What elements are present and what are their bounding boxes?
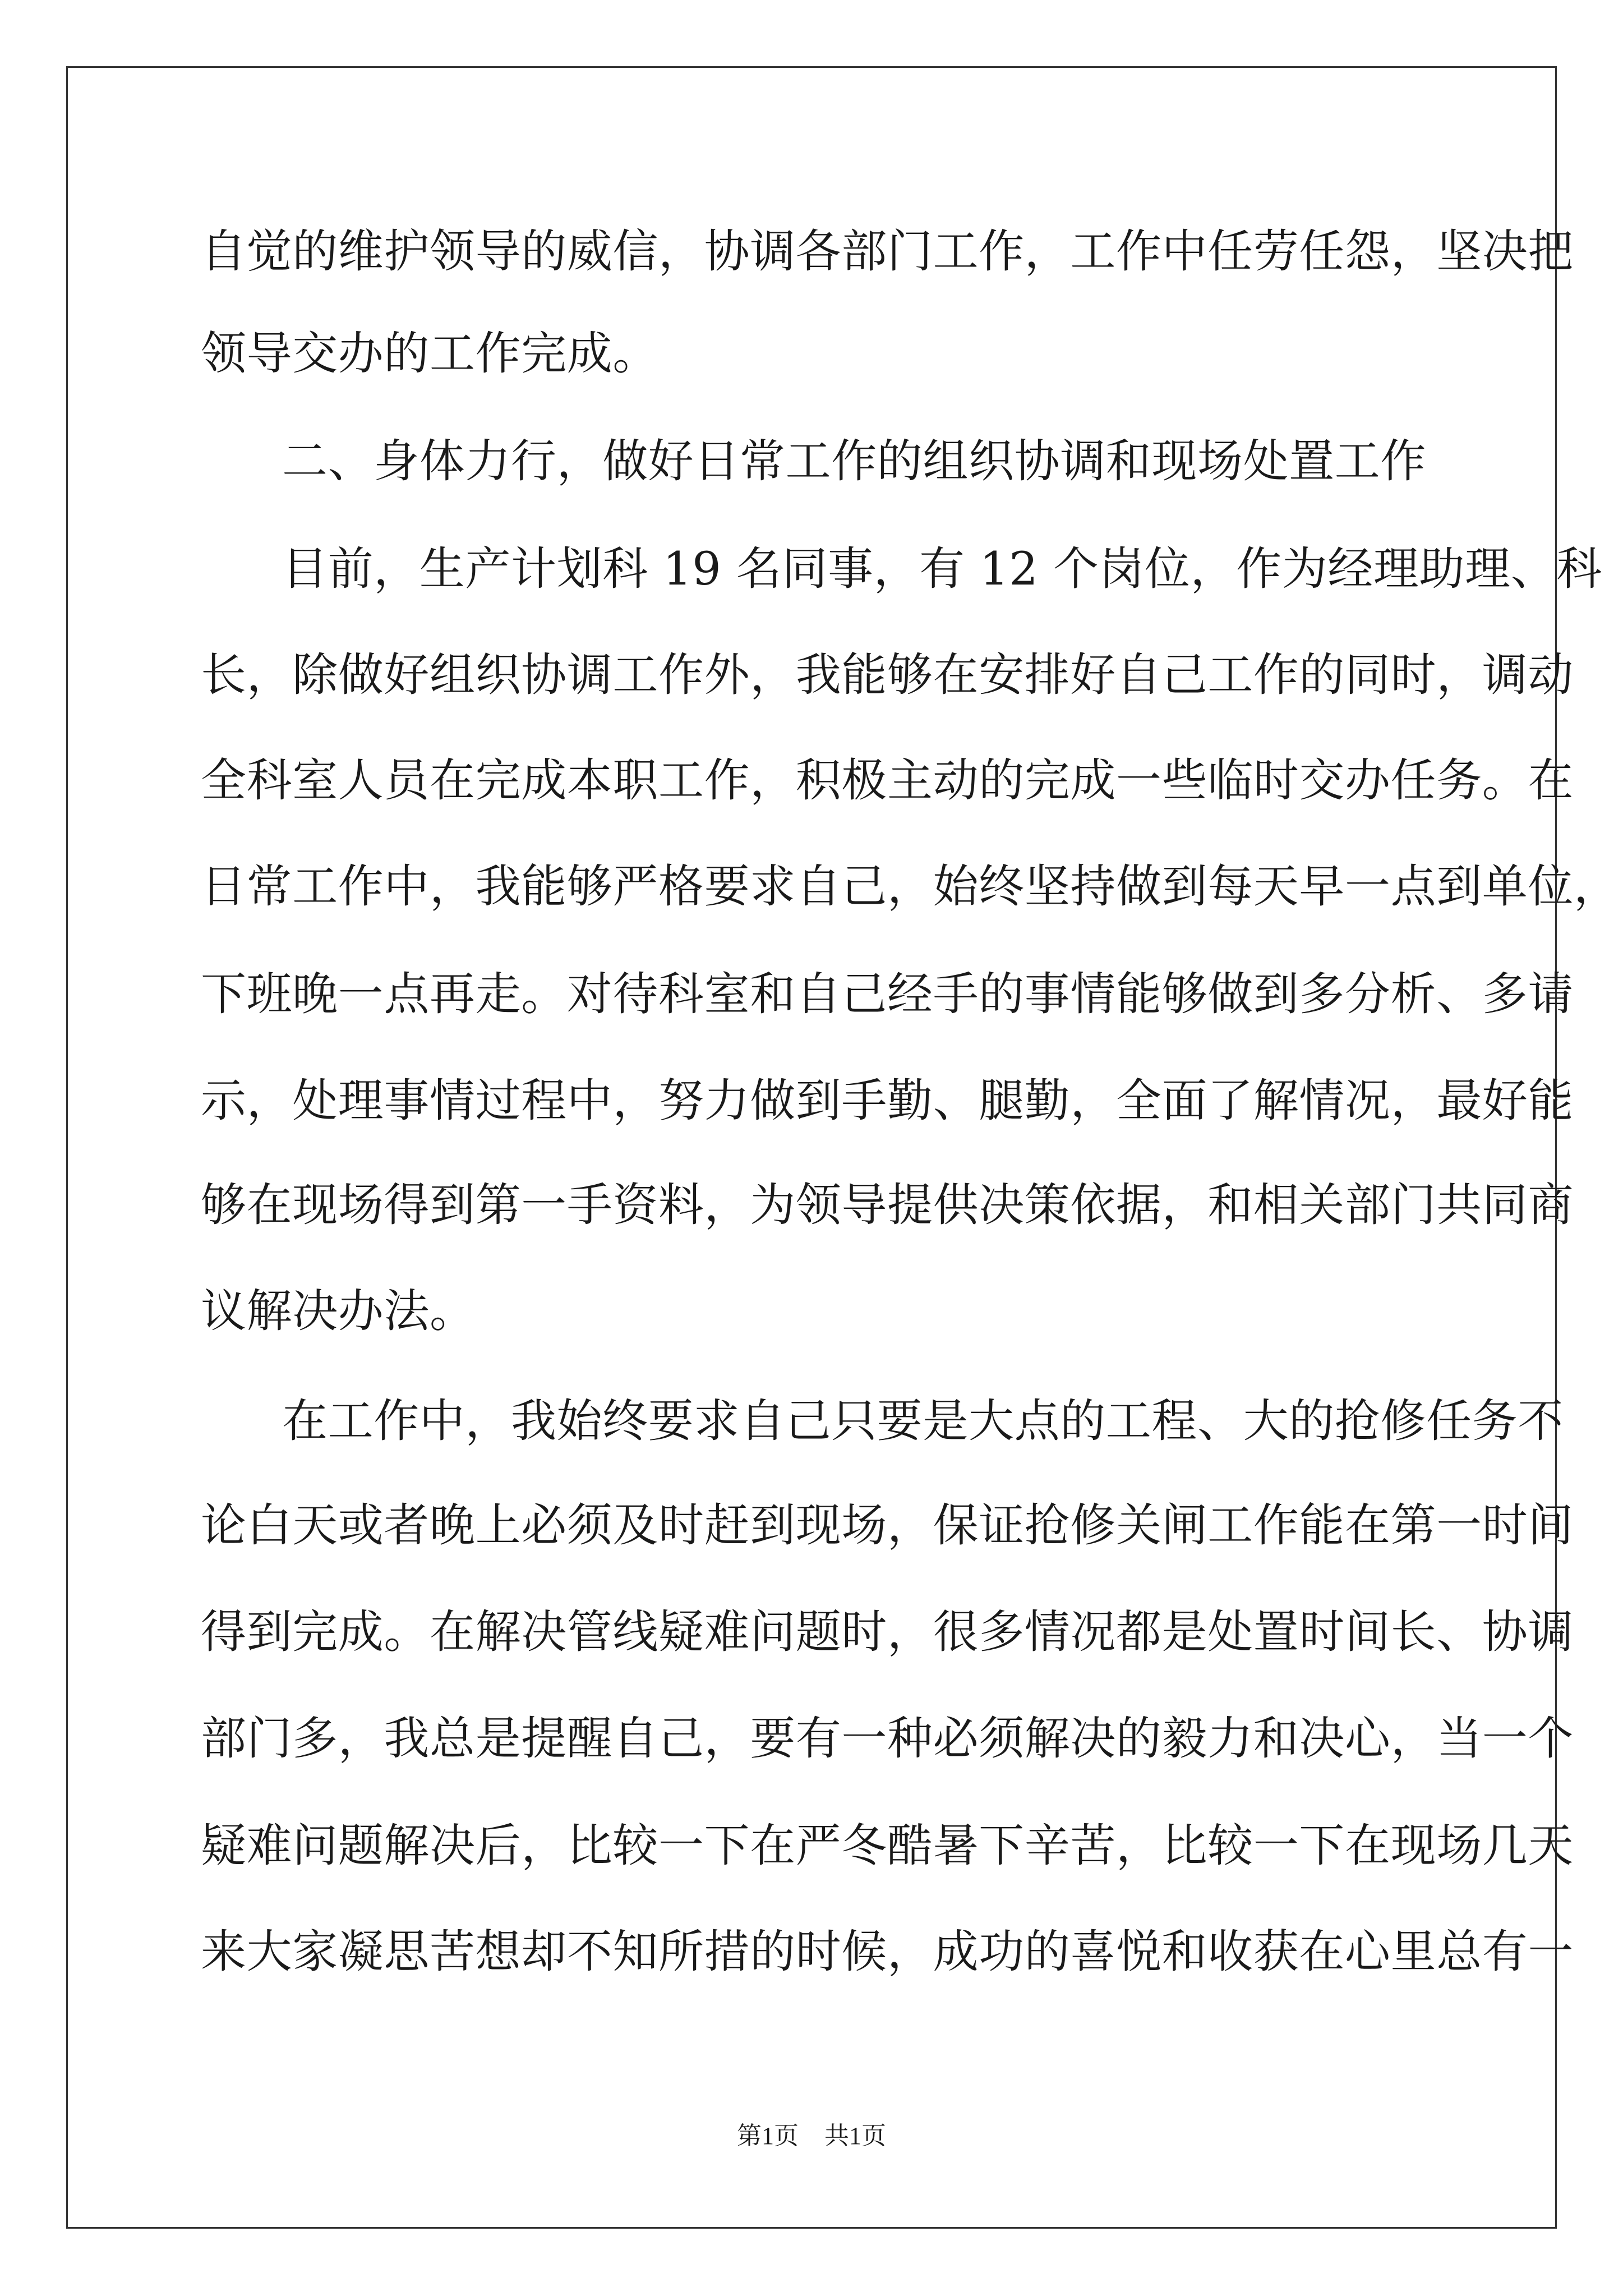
body-line-2: 领导交办的工作完成。 — [201, 328, 659, 380]
body-line-6: 全科室人员在完成本职工作，积极主动的完成一些临时交办任务。在 — [201, 754, 1574, 807]
body-line-16: 疑难问题解决后，比较一下在严冬酷暑下辛苦，比较一下在现场几天 — [201, 1820, 1574, 1872]
page-total: 共1页 — [824, 2122, 886, 2150]
body-line-4: 目前，生产计划科 19 名同事，有 12 个岗位，作为经理助理、科 — [282, 543, 1602, 596]
body-line-9: 示，处理事情过程中，努力做到手勤、腿勤，全面了解情况，最好能 — [201, 1075, 1574, 1128]
body-line-14: 得到完成。在解决管线疑难问题时，很多情况都是处置时间长、协调 — [201, 1606, 1574, 1659]
body-line-1: 自觉的维护领导的威信，协调各部门工作，工作中任劳任怨，坚决把 — [201, 226, 1574, 278]
body-line-8: 下班晚一点再走。对待科室和自己经手的事情能够做到多分析、多请 — [201, 968, 1574, 1021]
body-line-5: 长，除做好组织协调工作外，我能够在安排好自己工作的同时，调动 — [201, 649, 1574, 702]
body-line-11: 议解决办法。 — [201, 1285, 476, 1338]
body-line-12: 在工作中，我始终要求自己只要是大点的工程、大的抢修任务不 — [282, 1395, 1564, 1448]
section-heading: 二、身体力行，做好日常工作的组织协调和现场处置工作 — [282, 435, 1427, 488]
page-number: 第1页 — [737, 2122, 799, 2150]
body-line-13: 论白天或者晚上必须及时赶到现场，保证抢修关闸工作能在第一时间 — [201, 1499, 1574, 1552]
page-footer — [0, 2119, 1623, 2153]
page-border — [66, 66, 1557, 2229]
body-line-17: 来大家凝思苦想却不知所措的时候，成功的喜悦和收获在心里总有一 — [201, 1926, 1574, 1978]
body-line-15: 部门多，我总是提醒自己，要有一种必须解决的毅力和决心，当一个 — [201, 1713, 1574, 1765]
body-line-10: 够在现场得到第一手资料，为领导提供决策依据，和相关部门共同商 — [201, 1179, 1574, 1232]
body-line-7: 日常工作中，我能够严格要求自己，始终坚持做到每天早一点到单位， — [201, 861, 1620, 913]
